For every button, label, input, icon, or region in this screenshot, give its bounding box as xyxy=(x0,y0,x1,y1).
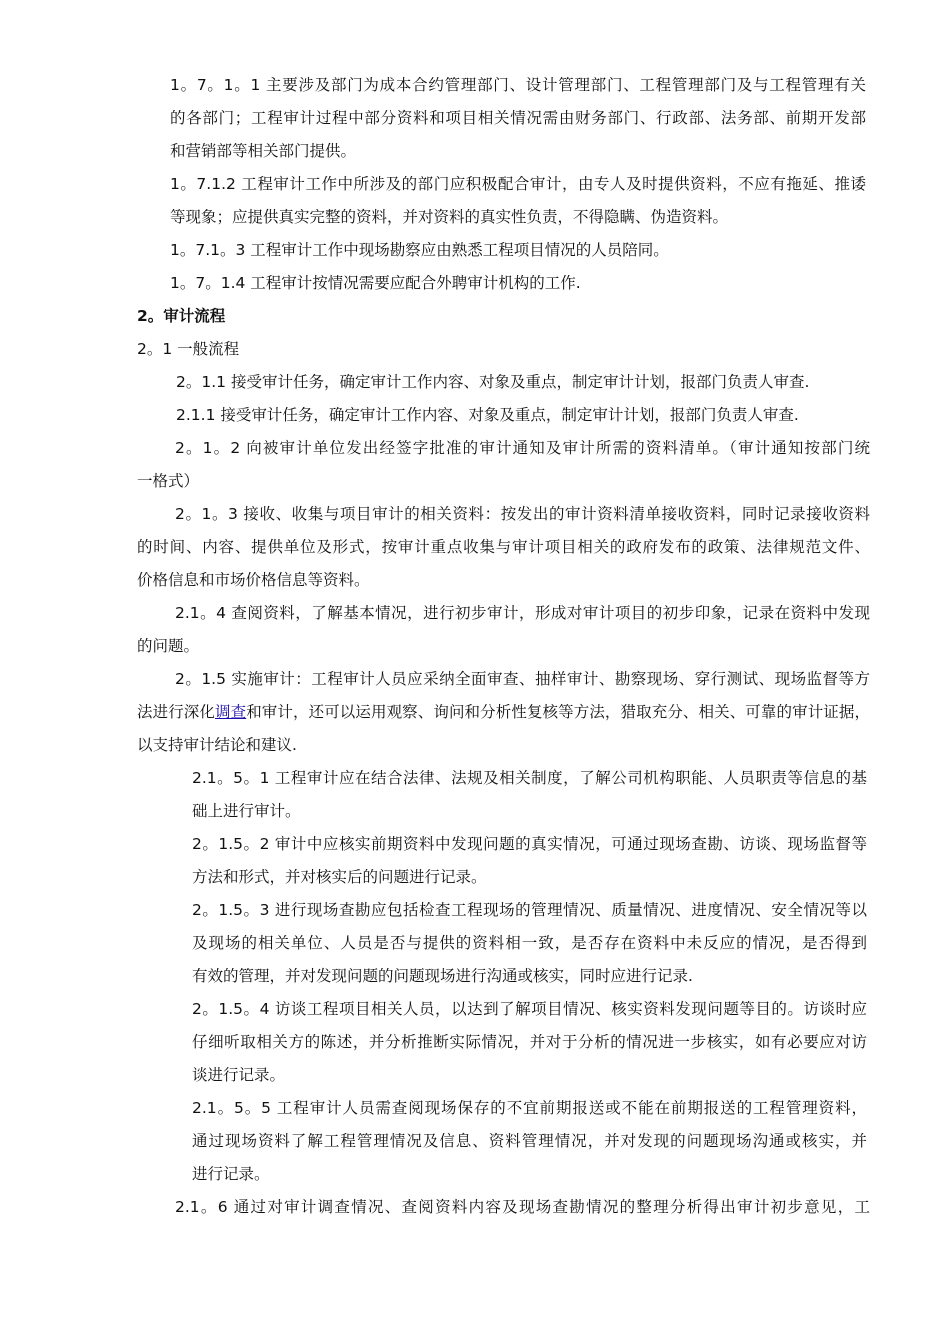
text-line: 的各部门；工程审计过程中部分资料和项目相关情况需由财务部门、行政部、法务部、前期开发部 xyxy=(170,109,866,127)
text-line: 2.1.1 接受审计任务，确定审计工作内容、对象及重点，制定审计计划，报部门负责人审查. xyxy=(176,406,799,424)
text-line: 础上进行审计。 xyxy=(192,802,301,820)
clause-2-1-2 xyxy=(137,432,870,498)
clause-2-1-5-4 xyxy=(192,993,867,1092)
text-line: 2。1.5。3 进行现场查勘应包括检查工程现场的管理情况、质量情况、进度情况、安全情况等以 xyxy=(192,901,867,919)
clause-1-7-1-3 xyxy=(170,234,866,267)
text-line: 及现场的相关单位、人员是否与提供的资料相一致，是否存在资料中未反应的情况，是否得到 xyxy=(192,934,867,952)
text-line: 1。7。1。1 主要涉及部门为成本合约管理部门、设计管理部门、工程管理部门及与工程管理有关 xyxy=(170,76,866,94)
clause-2-1-5 xyxy=(137,663,870,762)
text-line: 2.1。5。5 工程审计人员需查阅现场保存的不宜前期报送或不能在前期报送的工程管理资料， xyxy=(192,1099,867,1117)
clause-2-1-6 xyxy=(175,1191,870,1224)
clause-1-7-1-2 xyxy=(170,168,866,234)
clause-2-1-5-1 xyxy=(192,762,867,828)
clause-1-7-1-4 xyxy=(170,267,866,300)
text-line: 2。1 一般流程 xyxy=(137,340,240,358)
text-line: 有效的管理，并对发现问题的问题现场进行沟通或核实，同时应进行记录. xyxy=(192,967,693,985)
text-line: 的问题。 xyxy=(137,637,200,655)
text-line: 以支持审计结论和建议. xyxy=(137,736,297,754)
text-line: 的时间、内容、提供单位及形式，按审计重点收集与审计项目相关的政府发布的政策、法律规范文件、 xyxy=(137,538,870,556)
text-line: 1。7。1.4 工程审计按情况需要应配合外聘审计机构的工作. xyxy=(170,274,581,292)
text-line: 谈进行记录。 xyxy=(192,1066,286,1084)
text-line: 通过现场资料了解工程管理情况及信息、资料管理情况，并对发现的问题现场沟通或核实，并 xyxy=(192,1132,867,1150)
survey-link[interactable]: 调查 xyxy=(215,703,247,721)
text-line: 2。审计流程 xyxy=(137,307,226,325)
text-fragment: 和审计，还可以运用观察、询问和分析性复核等方法，猎取充分、相关、可靠的审计证据， xyxy=(246,703,870,721)
text-fragment: 法进行深化 xyxy=(137,703,215,721)
clause-2-1-5-3 xyxy=(192,894,867,993)
text-line: 2。1.1 接受审计任务，确定审计工作内容、对象及重点，制定审计计划，报部门负责人审查. xyxy=(176,373,810,391)
clause-1-7-1-1 xyxy=(170,69,866,168)
section-heading-audit-process xyxy=(137,300,870,333)
clause-2-1-5-2 xyxy=(192,828,867,894)
text-line: 2。1.5。2 审计中应核实前期资料中发现问题的真实情况，可通过现场查勘、访谈、现场监督等 xyxy=(192,835,867,853)
text-line: 2.1。5。1 工程审计应在结合法律、法规及相关制度，了解公司机构职能、人员职责等信息的基 xyxy=(192,769,867,787)
clause-2-1-1-b xyxy=(176,399,872,432)
clause-2-1-5-5 xyxy=(192,1092,867,1191)
text-line: 方法和形式，并对核实后的问题进行记录。 xyxy=(192,868,487,886)
text-line: 仔细听取相关方的陈述，并分析推断实际情况，并对于分析的情况进一步核实，如有必要应对访 xyxy=(192,1033,867,1051)
text-line: 2。1。3 接收、收集与项目审计的相关资料：按发出的审计资料清单接收资料，同时记录接收资料 xyxy=(175,505,870,523)
clause-2-1-4 xyxy=(137,597,870,663)
text-line xyxy=(137,696,870,729)
text-line: 2。1。2 向被审计单位发出经签字批准的审计通知及审计所需的资料清单。（审计通知按部门统 xyxy=(175,439,870,457)
text-line: 2。1.5。4 访谈工程项目相关人员，以达到了解项目情况、核实资料发现问题等目的。访谈时应 xyxy=(192,1000,867,1018)
subsection-general-process xyxy=(137,333,870,366)
text-line: 2.1。4 查阅资料，了解基本情况，进行初步审计，形成对审计项目的初步印象，记录在资料中发现 xyxy=(175,604,870,622)
clause-2-1-1-a xyxy=(176,366,872,399)
text-line: 一格式） xyxy=(137,472,200,490)
clause-2-1-3 xyxy=(137,498,870,597)
text-line: 价格信息和市场价格信息等资料。 xyxy=(137,571,370,589)
text-line: 和营销部等相关部门提供。 xyxy=(170,142,357,160)
text-line: 1。7.1。3 工程审计工作中现场勘察应由熟悉工程项目情况的人员陪同。 xyxy=(170,241,669,259)
text-line: 等现象；应提供真实完整的资料，并对资料的真实性负责，不得隐瞒、伪造资料。 xyxy=(170,208,729,226)
text-line: 1。7.1.2 工程审计工作中所涉及的部门应积极配合审计，由专人及时提供资料，不应有拖延、推诿 xyxy=(170,175,866,193)
text-line: 2.1。6 通过对审计调查情况、查阅资料内容及现场查勘情况的整理分析得出审计初步意见，工 xyxy=(175,1198,870,1216)
text-line: 2。1.5 实施审计：工程审计人员应采纳全面审查、抽样审计、勘察现场、穿行测试、现场监督等方 xyxy=(175,670,870,688)
text-line: 进行记录。 xyxy=(192,1165,270,1183)
